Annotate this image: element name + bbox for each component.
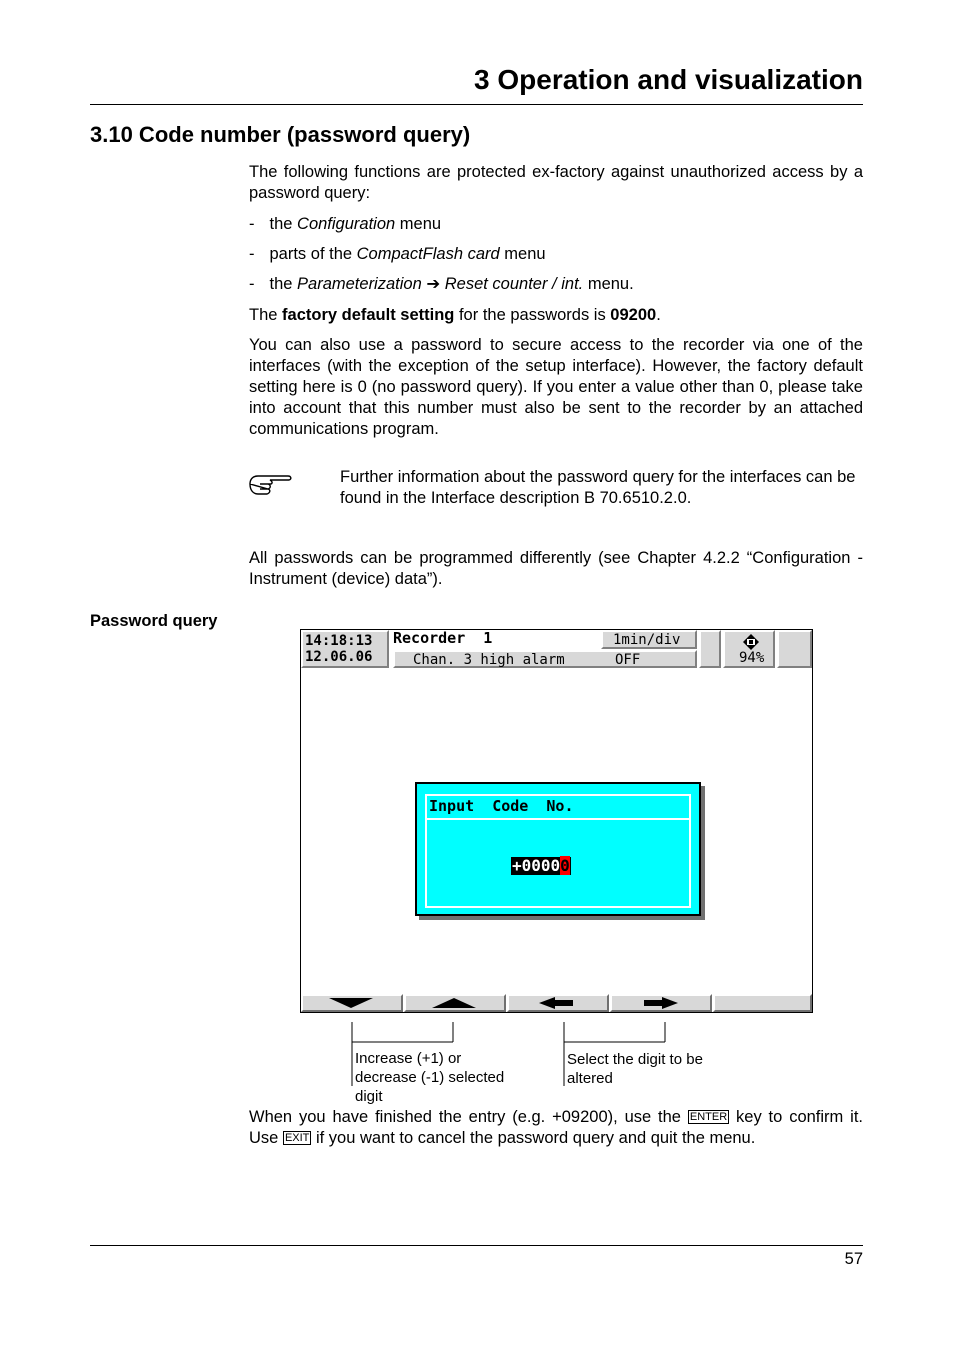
softkey-down[interactable] (301, 994, 403, 1012)
code-cursor[interactable]: 0 (560, 856, 570, 875)
list-bullet: - (249, 245, 255, 263)
footer-rule (90, 1245, 863, 1246)
timebase-panel (601, 630, 697, 649)
arrow-right-icon (640, 996, 680, 1010)
arrow-down-icon (327, 996, 375, 1010)
blank-panel (699, 630, 721, 668)
code-input-field[interactable]: +00000 (512, 856, 570, 875)
page-number: 57 (844, 1250, 863, 1268)
softkey-up[interactable] (404, 994, 506, 1012)
recorder-title: Recorder 1 (393, 629, 493, 647)
all-passwords-paragraph: All passwords can be programmed differently (see Chapter 4.2.2 “Configuration - Instrument (device) data”). (249, 549, 863, 588)
enter-key-label: ENTER (689, 1111, 728, 1123)
softkey-left[interactable] (507, 994, 609, 1012)
dialog-title: Input Code No. (429, 797, 574, 815)
compactflash-icon (741, 633, 761, 651)
code-input-dialog (415, 782, 701, 916)
list-item: - parts of the CompactFlash card menu (249, 245, 546, 263)
exit-key-label: EXIT (284, 1132, 310, 1144)
list-bullet: - (249, 215, 255, 233)
interface-paragraph: You can also use a password to secure access to the recorder via one of the interfaces (with the exception of the setup interface). However, the factory default setting here is 0 (no password query). If you enter a value other than 0, please take into account that this number must also be sent to the recorder by an attached communications program. (249, 336, 863, 438)
timebase-display: 1min/div (613, 632, 681, 648)
arrow-up-icon (430, 996, 478, 1010)
time-display: 14:18:13 (305, 633, 373, 649)
alarm-panel (393, 650, 697, 668)
alarm-channel: Chan. 3 high alarm (413, 652, 565, 668)
note-text: Further information about the password query for the interfaces can be found in the Interface description B 70.6510.2.0. (340, 468, 856, 507)
section-title: 3.10 Code number (password query) (90, 122, 471, 147)
alarm-state: OFF (615, 652, 641, 668)
list-item: - the Parameterization ➔ Reset counter / int. menu. (249, 275, 634, 293)
softkey-blank[interactable] (713, 994, 812, 1012)
card-panel (723, 630, 775, 668)
side-heading: Password query (90, 612, 218, 630)
list-item: - the Configuration menu (249, 215, 442, 233)
confirm-paragraph: When you have finished the entry (e.g. +09200), use the ENTER key to confirm it. Use EXIT if you want to cancel the password query and quit the menu. (249, 1108, 863, 1147)
annotation-increase-decrease: Increase (+1) or decrease (-1) selected digit (355, 1050, 505, 1105)
intro-paragraph: The following functions are protected ex-factory against unauthorized access by a password query: (249, 163, 863, 202)
datetime-panel (301, 630, 389, 668)
chapter-title: 3 Operation and visualization (474, 64, 863, 95)
arrow-left-icon (537, 996, 577, 1010)
default-setting-paragraph: The factory default setting for the passwords is 09200. (249, 306, 661, 324)
header-rule (90, 104, 863, 105)
softkey-right[interactable] (610, 994, 712, 1012)
pointing-hand-icon (248, 470, 294, 498)
card-level: 94% (739, 650, 765, 666)
blank-panel (777, 630, 812, 668)
annotation-select-digit: Select the digit to be altered (567, 1051, 703, 1087)
list-bullet: - (249, 275, 255, 293)
date-display: 12.06.06 (305, 649, 373, 665)
recorder-screen (300, 629, 813, 1013)
